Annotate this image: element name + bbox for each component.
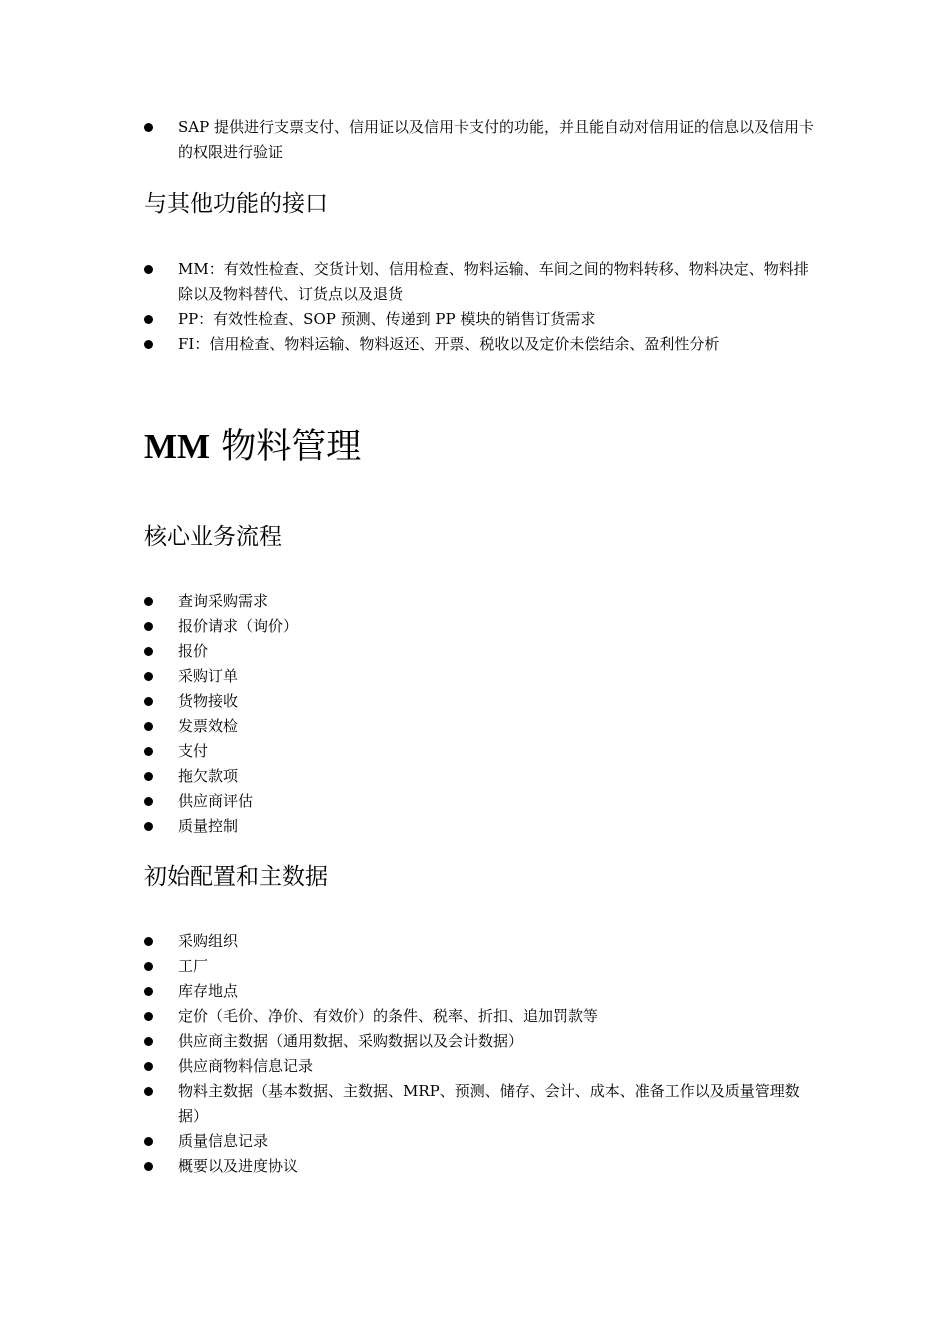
list-item: PP：有效性检查、SOP 预测、传递到 PP 模块的销售订货需求 (144, 307, 814, 332)
bullet-icon (144, 797, 153, 806)
interfaces-list (144, 257, 814, 357)
bullet-icon (144, 937, 153, 946)
bullet-icon (144, 747, 153, 756)
list-item: 报价 (144, 639, 814, 664)
list-item: 库存地点 (144, 979, 814, 1004)
list-item: 质量控制 (144, 814, 814, 839)
bullet-icon (144, 962, 153, 971)
bullet-icon (144, 1012, 153, 1021)
bullet-icon (144, 722, 153, 731)
bullet-icon (144, 1162, 153, 1171)
bullet-icon (144, 622, 153, 631)
core-process-list (144, 589, 814, 839)
list-item: 采购组织 (144, 929, 814, 954)
bullet-icon (144, 672, 153, 681)
bullet-icon (144, 1062, 153, 1071)
list-item: 发票效检 (144, 714, 814, 739)
bullet-icon (144, 647, 153, 656)
bullet-icon (144, 265, 153, 274)
init-config-heading: 初始配置和主数据 (144, 864, 328, 890)
list-item: 物料主数据（基本数据、主数据、MRP、预测、储存、会计、成本、准备工作以及质量管理数据） (144, 1079, 814, 1129)
bullet-icon (144, 123, 153, 132)
sap-payment-list (144, 115, 814, 165)
list-item: 质量信息记录 (144, 1129, 814, 1154)
bullet-icon (144, 597, 153, 606)
list-item: 查询采购需求 (144, 589, 814, 614)
list-item: 报价请求（询价） (144, 614, 814, 639)
mm-heading (144, 425, 361, 469)
list-item: 工厂 (144, 954, 814, 979)
list-item: 采购订单 (144, 664, 814, 689)
init-config-list (144, 929, 814, 1179)
list-item: 供应商物料信息记录 (144, 1054, 814, 1079)
core-process-heading: 核心业务流程 (144, 524, 282, 550)
list-item: FI：信用检查、物料运输、物料返还、开票、税收以及定价未偿结余、盈利性分析 (144, 332, 814, 357)
list-item: 概要以及进度协议 (144, 1154, 814, 1179)
bullet-icon (144, 1087, 153, 1096)
list-item: 供应商主数据（通用数据、采购数据以及会计数据） (144, 1029, 814, 1054)
bullet-icon (144, 340, 153, 349)
list-item: 定价（毛价、净价、有效价）的条件、税率、折扣、追加罚款等 (144, 1004, 814, 1029)
bullet-icon (144, 987, 153, 996)
bullet-icon (144, 315, 153, 324)
mm-heading-latin: MM (144, 427, 211, 466)
list-item: 货物接收 (144, 689, 814, 714)
bullet-icon (144, 772, 153, 781)
list-item: MM：有效性检查、交货计划、信用检查、物料运输、车间之间的物料转移、物料决定、物料排除以及物料替代、订货点以及退货 (144, 257, 814, 307)
interfaces-heading: 与其他功能的接口 (144, 191, 328, 217)
bullet-icon (144, 697, 153, 706)
list-item: SAP 提供进行支票支付、信用证以及信用卡支付的功能，并且能自动对信用证的信息以及信用卡的权限进行验证 (144, 115, 814, 165)
list-item: 支付 (144, 739, 814, 764)
bullet-icon (144, 822, 153, 831)
bullet-icon (144, 1137, 153, 1146)
mm-heading-cn: 物料管理 (210, 427, 362, 467)
bullet-icon (144, 1037, 153, 1046)
list-item: 拖欠款项 (144, 764, 814, 789)
list-item: 供应商评估 (144, 789, 814, 814)
